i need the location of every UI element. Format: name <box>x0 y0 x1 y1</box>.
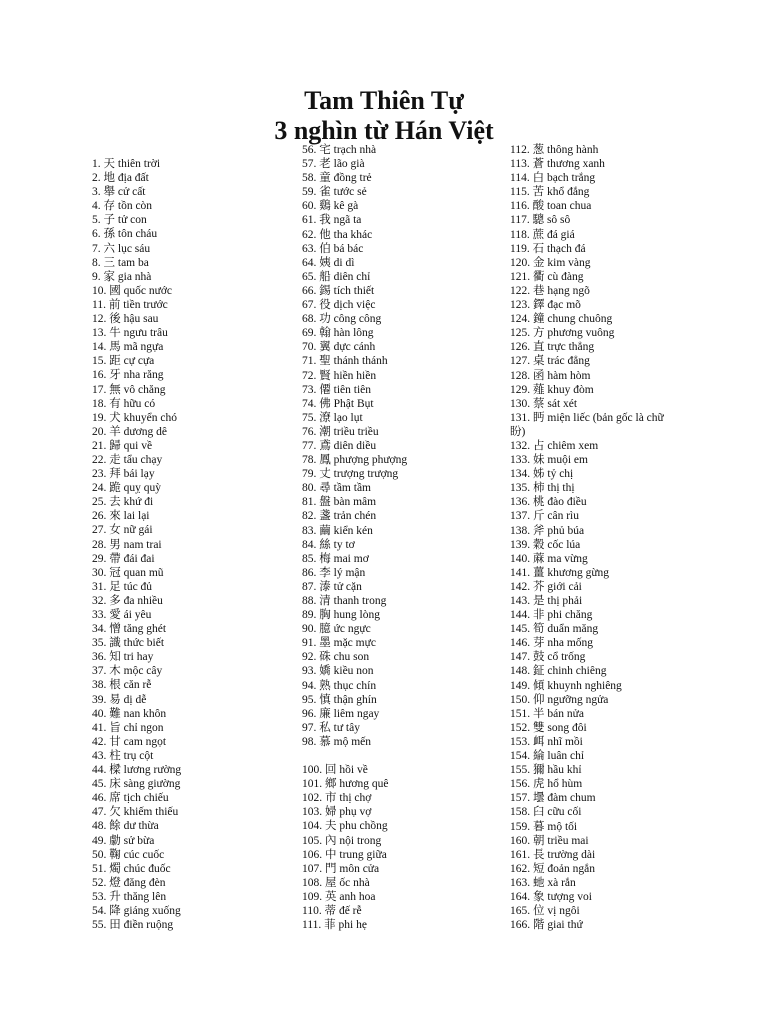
word-entry: 104. 夫 phu chồng <box>302 820 388 833</box>
word-entry: 145. 筍 duẩn măng <box>510 623 599 636</box>
word-entry: 63. 伯 bá bác <box>302 242 364 255</box>
word-entry: 12. 後 hậu sau <box>92 313 159 326</box>
word-entry: 164. 象 tượng voi <box>510 890 592 903</box>
word-entry: 83. 繭 kiển kén <box>302 524 373 537</box>
word-entry: 71. 聖 thánh thánh <box>302 355 388 368</box>
word-entry: 111. 菲 phi hẹ <box>302 919 367 932</box>
word-entry: 11. 前 tiền trước <box>92 298 168 311</box>
word-entry: 3. 舉 cử cất <box>92 186 146 199</box>
word-entry: 114. 白 bạch trắng <box>510 172 596 185</box>
word-entry: 102. 市 thị chợ <box>302 792 372 805</box>
word-entry: 66. 錫 tích thiết <box>302 284 375 297</box>
word-entry: 16. 牙 nha răng <box>92 369 164 382</box>
word-entry: 20. 羊 dương dê <box>92 425 167 438</box>
column-3 <box>510 143 680 932</box>
word-entry: 5. 子 tử con <box>92 214 147 227</box>
word-entry: 146. 芽 nha mống <box>510 637 594 650</box>
word-entry: 22. 走 tẩu chạy <box>92 453 163 466</box>
word-entry: 120. 金 kim vàng <box>510 256 591 269</box>
word-entry: 125. 方 phương vuông <box>510 327 615 340</box>
word-entry: 42. 甘 cam ngọt <box>92 735 167 748</box>
word-entry: 158. 臼 cữu cối <box>510 806 582 819</box>
word-entry: 34. 憎 tăng ghét <box>92 623 167 636</box>
word-entry: 141. 薑 khương gừng <box>510 566 610 579</box>
word-entry: 86. 李 lý mận <box>302 566 366 579</box>
word-entry: 90. 臆 ức ngực <box>302 623 371 636</box>
column-2 <box>302 143 497 932</box>
word-entry: 53. 升 thăng lên <box>92 890 167 903</box>
word-entry: 44. 樑 lương rường <box>92 764 182 777</box>
word-entry: 19. 犬 khuyển chó <box>92 411 177 424</box>
word-entry: 72. 賢 hiền hiền <box>302 369 377 382</box>
word-entry: 109. 英 anh hoa <box>302 890 376 903</box>
word-entry: 62. 他 tha khác <box>302 228 373 241</box>
word-entry: 52. 燈 đăng đèn <box>92 876 166 889</box>
word-entry: 31. 足 túc đủ <box>92 580 153 593</box>
word-entry: 157. 壜 đàm chum <box>510 792 596 805</box>
word-entry: 29. 帶 đái đai <box>92 552 155 565</box>
word-entry: 4. 存 tồn còn <box>92 200 153 213</box>
word-entry: 1. 天 thiên trời <box>92 158 161 170</box>
word-entry: 89. 胸 hung lòng <box>302 609 380 622</box>
word-entry: 2. 地 địa đất <box>92 172 149 185</box>
word-entry: 142. 芥 giới cải <box>510 580 582 593</box>
word-entry: 87. 溙 tử cặn <box>302 580 362 593</box>
word-entry: 57. 老 lão già <box>302 158 365 171</box>
word-entry: 65. 船 diên chỉ <box>302 270 371 283</box>
word-entry: 136. 桃 đào điều <box>510 496 587 509</box>
word-entry: 24. 跪 quỵ quỳ <box>92 482 161 495</box>
word-entry: 81. 盤 bàn mâm <box>302 496 377 509</box>
word-entry: 51. 燭 chúc đuốc <box>92 862 171 875</box>
word-entry: 80. 尋 tầm tầm <box>302 482 371 495</box>
word-entry: 144. 非 phi chăng <box>510 609 593 622</box>
word-entry: 119. 石 thạch đá <box>510 242 586 255</box>
word-entry: 127. 桌 trác đẳng <box>510 355 590 368</box>
word-entry: 59. 雀 tước sẻ <box>302 186 367 199</box>
word-entry: 47. 欠 khiếm thiếu <box>92 806 179 819</box>
spacer <box>302 749 497 763</box>
word-entry: 37. 木 mộc cây <box>92 665 163 678</box>
word-entry: 108. 屋 ốc nhà <box>302 876 370 889</box>
word-entry: 150. 仰 ngưỡng ngửa <box>510 693 609 706</box>
word-entry: 132. 占 chiêm xem <box>510 439 599 452</box>
word-entry: 61. 我 ngã ta <box>302 214 362 227</box>
word-entry: 70. 翼 dực cánh <box>302 341 376 354</box>
word-entry: 67. 役 dịch việc <box>302 299 376 312</box>
word-entry: 138. 斧 phủ búa <box>510 524 585 537</box>
word-entry: 45. 床 sàng giường <box>92 778 181 791</box>
word-entry: 105. 內 nội trong <box>302 834 382 847</box>
word-entry: 110. 蒂 đế rễ <box>302 904 362 917</box>
word-entry: 94. 熟 thục chín <box>302 679 377 692</box>
word-entry: 23. 拜 bái lạy <box>92 468 155 481</box>
word-entry: 100. 回 hồi về <box>302 764 368 777</box>
word-entry: 129. 薤 khuy đòm <box>510 383 594 396</box>
word-entry: 162. 短 đoản ngắn <box>510 862 595 875</box>
word-entry: 32. 多 đa nhiều <box>92 594 163 607</box>
word-entry: 64. 姨 di dì <box>302 256 355 269</box>
word-entry: 159. 暮 mộ tối <box>510 820 578 833</box>
word-entry: 36. 知 tri hay <box>92 651 154 664</box>
word-entry: 166. 階 giai thứ <box>510 919 583 932</box>
word-entry: 55. 田 điền ruộng <box>92 919 174 932</box>
word-entry: 135. 柿 thị thị <box>510 482 575 495</box>
word-entry: 43. 柱 trụ cột <box>92 749 154 762</box>
word-entry: 79. 丈 trượng trượng <box>302 468 399 481</box>
word-entry: 101. 鄉 hương quê <box>302 778 389 791</box>
page-title: Tam Thiên Tự <box>304 86 464 115</box>
word-entry: 28. 男 nam trai <box>92 538 162 551</box>
word-entry: 54. 降 giáng xuống <box>92 904 181 917</box>
word-entry: 49. 勮 sử bừa <box>92 834 155 847</box>
word-entry: 92. 硃 chu son <box>302 651 370 664</box>
word-entry: 107. 門 môn cửa <box>302 862 380 875</box>
word-entry: 17. 無 vô chăng <box>92 383 166 396</box>
word-entry: 130. 蔡 sát xét <box>510 397 578 410</box>
word-entry: 33. 愛 ái yêu <box>92 609 152 621</box>
word-entry: 84. 絲 ty tơ <box>302 538 355 551</box>
word-entry: 128. 函 hàm hòm <box>510 369 591 382</box>
word-entry: 18. 有 hữu có <box>92 397 156 410</box>
word-entry: 154. 綸 luân chỉ <box>510 750 585 763</box>
word-entry: 155. 獮 hầu khỉ <box>510 764 582 777</box>
word-entry: 124. 鐘 chung chuông <box>510 313 613 326</box>
word-entry: 126. 直 trực thẳng <box>510 341 595 354</box>
word-entry: 46. 席 tịch chiếu <box>92 792 169 805</box>
word-entry: 25. 去 khứ đi <box>92 496 154 509</box>
word-entry: 133. 妹 muội em <box>510 454 588 467</box>
word-entry: 77. 鳶 diên diều <box>302 439 377 452</box>
word-entry: 35. 識 thức biết <box>92 637 165 650</box>
word-entry: 9. 家 gia nhà <box>92 270 152 283</box>
word-entry: 38. 根 căn rễ <box>92 679 152 692</box>
word-entry: 163. 虵 xà rắn <box>510 876 576 889</box>
word-entry: 30. 冠 quan mũ <box>92 566 164 579</box>
word-entry: 137. 斤 cân rìu <box>510 510 579 523</box>
word-entry: 115. 苦 khổ đắng <box>510 186 590 199</box>
word-entry: 13. 牛 ngưu trâu <box>92 327 168 340</box>
word-entry: 160. 朝 triều mai <box>510 834 589 847</box>
word-entry: 139. 穀 cốc lúa <box>510 538 581 551</box>
word-entry: 98. 慕 mộ mến <box>302 735 371 748</box>
word-entry: 60. 鷄 kê gà <box>302 200 359 213</box>
word-entry: 134. 姊 tỷ chị <box>510 468 574 481</box>
word-entry: 103. 婦 phụ vợ <box>302 806 372 819</box>
word-entry: 151. 半 bán nửa <box>510 707 584 720</box>
word-entry: 148. 鉦 chinh chiêng <box>510 665 607 678</box>
word-entry: 73. 僊 tiên tiên <box>302 383 371 396</box>
word-entry: 56. 宅 trạch nhà <box>302 144 377 156</box>
word-entry: 88. 清 thanh trong <box>302 595 387 607</box>
word-entry: 140. 蔴 ma vừng <box>510 552 588 565</box>
column-1 <box>92 157 292 932</box>
word-entry: 118. 蔗 đá giá <box>510 228 575 241</box>
word-entry: 15. 距 cự cựa <box>92 355 155 368</box>
word-entry: 82. 盞 trản chén <box>302 510 377 523</box>
word-entry: 122. 巷 hạng ngõ <box>510 284 590 297</box>
word-entry: 91. 墨 mặc mực <box>302 637 376 650</box>
word-entry: 93. 嬌 kiều non <box>302 665 374 678</box>
word-entry: 152. 雙 song đôi <box>510 721 587 734</box>
word-entry: 74. 佛 Phật Bụt <box>302 397 374 410</box>
word-entry: 106. 中 trung giữa <box>302 848 387 861</box>
word-entry: 113. 蒼 thương xanh <box>510 158 605 171</box>
word-entry: 156. 虎 hổ hùm <box>510 778 583 791</box>
word-entry: 75. 潦 lạo lụt <box>302 411 363 424</box>
word-entry: 161. 長 trường dài <box>510 848 596 861</box>
word-entry: 7. 六 lục sáu <box>92 242 151 255</box>
word-entry: 96. 廉 liêm ngay <box>302 707 380 720</box>
word-entry: 39. 易 dị dễ <box>92 693 147 706</box>
word-entry: 69. 翰 hàn lông <box>302 327 374 340</box>
word-entry: 6. 孫 tôn cháu <box>92 228 158 241</box>
word-entry: 117. 驄 sô sô <box>510 214 571 227</box>
word-entry: 10. 國 quốc nước <box>92 284 173 297</box>
word-entry: 48. 餘 dư thừa <box>92 820 159 833</box>
page-subtitle: 3 nghìn từ Hán Việt <box>274 116 494 145</box>
word-entry: 76. 潮 triều triều <box>302 425 379 438</box>
word-entry: 26. 來 lai lại <box>92 510 150 523</box>
word-entry: 21. 歸 qui về <box>92 439 153 452</box>
word-entry: 116. 酸 toan chua <box>510 200 592 213</box>
word-entry: 149. 傾 khuynh nghiêng <box>510 679 622 692</box>
word-entry: 121. 衢 cù đàng <box>510 270 584 283</box>
word-entry: 27. 女 nữ gái <box>92 524 153 537</box>
word-entry: 112. 葱 thông hành <box>510 144 599 156</box>
word-entry: 78. 鳳 phượng phượng <box>302 454 408 467</box>
word-entry: 14. 馬 mã ngựa <box>92 341 164 354</box>
word-entry: 41. 旨 chỉ ngon <box>92 721 164 734</box>
word-entry: 68. 功 công công <box>302 313 382 326</box>
word-entry: 8. 三 tam ba <box>92 256 149 269</box>
word-entry: 147. 鼓 cổ trống <box>510 651 586 664</box>
word-entry: 165. 位 vị ngôi <box>510 905 580 918</box>
word-entry: 143. 是 thị phải <box>510 595 583 607</box>
word-entry: 123. 鐸 đạc mõ <box>510 299 581 312</box>
word-entry: 85. 梅 mai mơ <box>302 552 369 565</box>
word-entry: 97. 私 tư tây <box>302 721 360 734</box>
word-entry: 50. 鞠 cúc cuốc <box>92 848 165 861</box>
word-entry: 131. 眄 miện liếc (bản gốc là chữ 盼) <box>510 411 664 438</box>
word-entry: 153. 衈 nhĩ mồi <box>510 735 583 748</box>
word-entry: 95. 慎 thận ghín <box>302 693 377 706</box>
word-entry: 40. 難 nan khôn <box>92 707 167 720</box>
word-entry: 58. 童 đồng trẻ <box>302 172 372 185</box>
